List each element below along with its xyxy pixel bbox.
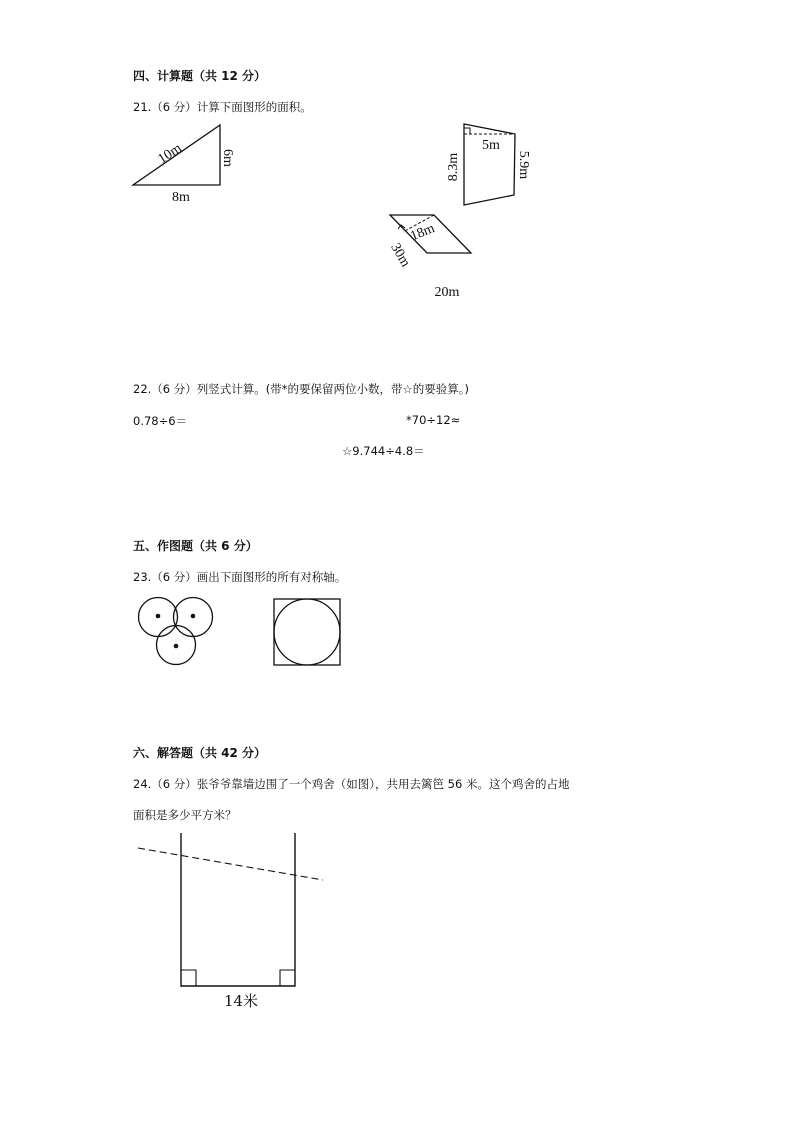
fence-outline: [181, 833, 295, 986]
question-23-text: 23.（6 分）画出下面图形的所有对称轴。: [133, 570, 347, 584]
question-21-text: 21.（6 分）计算下面图形的面积。: [133, 100, 312, 114]
square-circle-figure: [270, 595, 345, 670]
trapezoid-left-label: 8.3m: [446, 152, 461, 182]
section-4-title: 四、计算题（共 12 分）: [133, 69, 267, 83]
parallelogram-base-label: 20m: [434, 285, 460, 300]
chicken-coop-figure: [130, 830, 330, 1015]
right-angle-mark-left: [181, 970, 196, 986]
q22-expression-1: 0.78÷6＝: [133, 414, 188, 428]
trapezoid-top-label: 5m: [482, 138, 500, 153]
parallelogram-figure: [375, 205, 485, 305]
right-triangle-figure: [120, 115, 250, 207]
triangle-base-label: 8m: [172, 190, 190, 205]
parallelogram-side-label: 30m: [387, 240, 413, 270]
center-dot-right: [191, 614, 196, 619]
triangle-hyp-label: 10m: [155, 140, 185, 168]
center-dot-bottom: [174, 644, 179, 649]
section-6-title: 六、解答题（共 42 分）: [133, 746, 267, 760]
right-angle-mark-right: [280, 970, 295, 986]
q22-expression-3: ☆9.744÷4.8＝: [342, 444, 425, 458]
question-22-text: 22.（6 分）列竖式计算。(带*的要保留两位小数，带☆的要验算。): [133, 382, 470, 396]
inscribed-circle: [274, 599, 340, 665]
coop-width-label: 14米: [223, 992, 259, 1010]
trapezoid-right-label: 5.9m: [516, 150, 531, 180]
trapezoid-figure: [440, 115, 550, 210]
q22-expression-2: *70÷12≈: [406, 413, 461, 427]
center-dot-left: [156, 614, 161, 619]
trapezoid-shape: [464, 124, 515, 205]
question-24-line-2: 面积是多少平方米？: [133, 808, 237, 822]
triangle-height-label: 6m: [220, 149, 235, 167]
question-24-line-1: 24.（6 分）张爷爷靠墙边围了一个鸡舍（如图），共用去篱笆 56 米。这个鸡舍的占地: [133, 777, 570, 791]
section-5-title: 五、作图题（共 6 分）: [133, 539, 258, 553]
right-angle-mark: [464, 128, 470, 134]
parallelogram-height-label: 18m: [408, 221, 438, 245]
three-circles-figure: [130, 590, 230, 670]
